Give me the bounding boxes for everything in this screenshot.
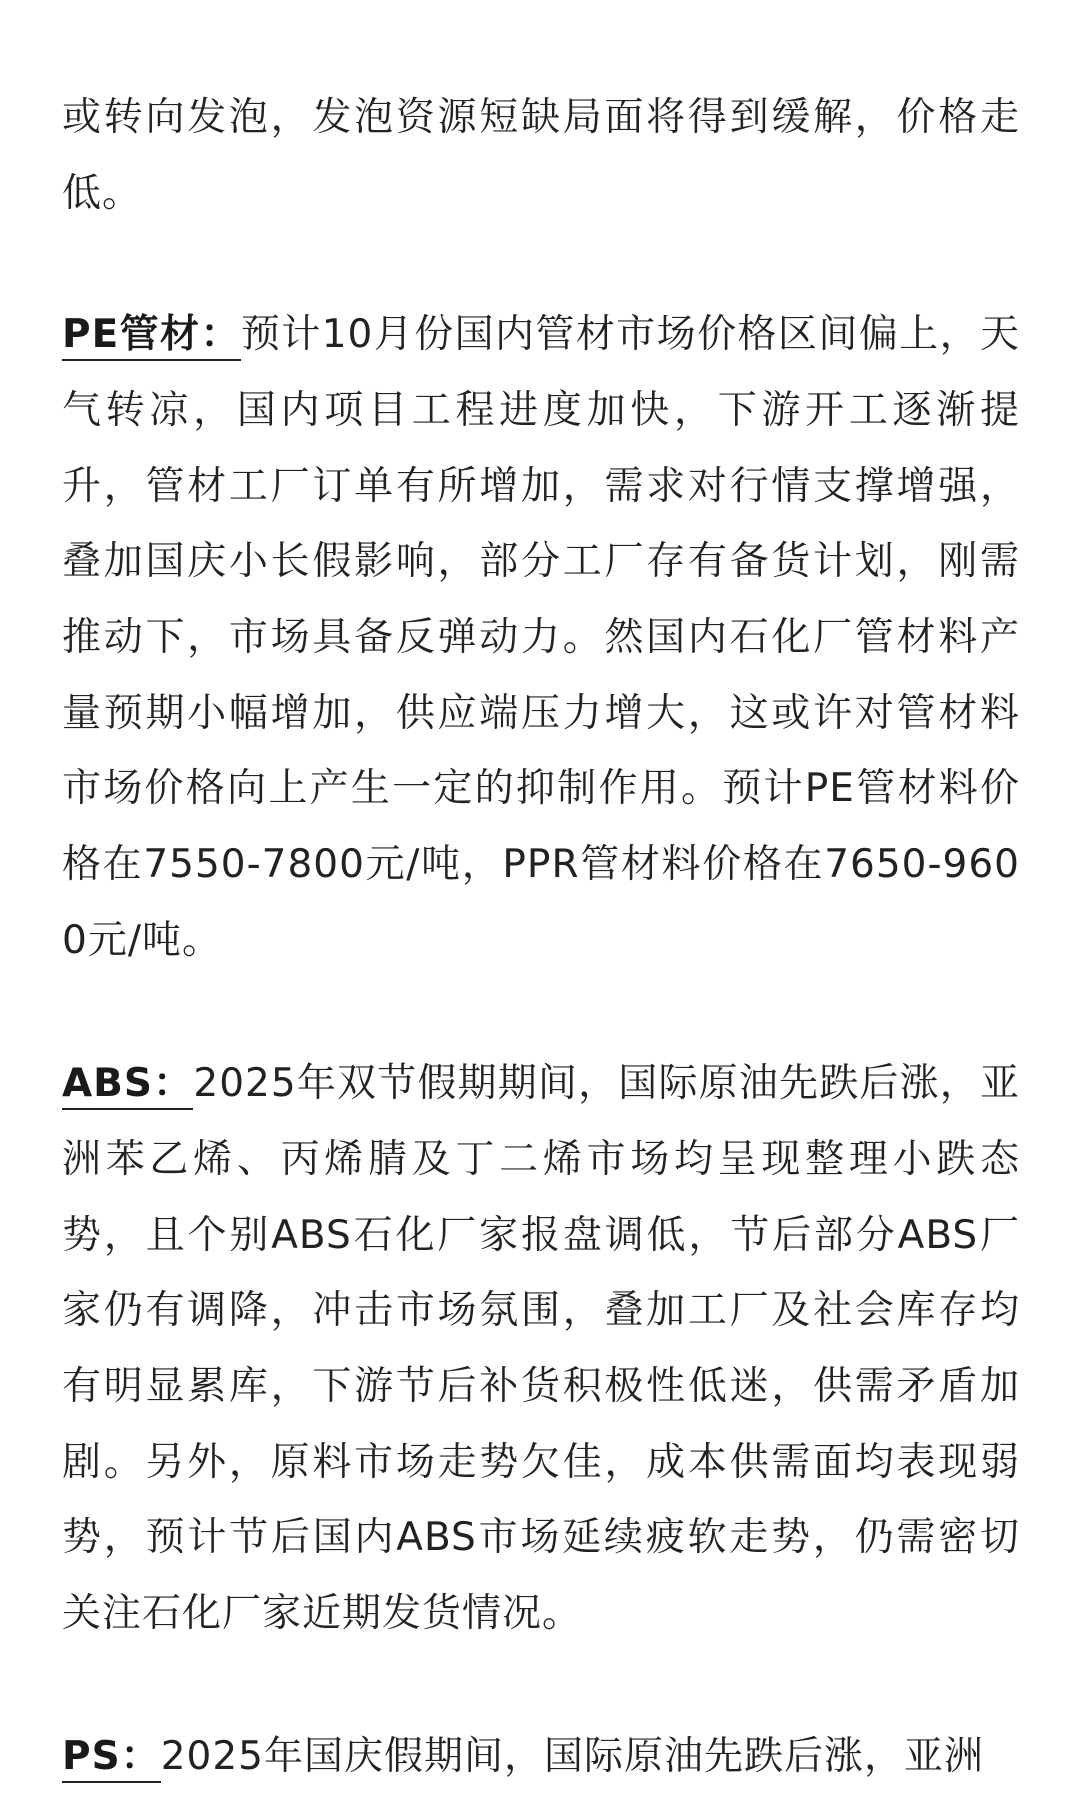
ps-text: 2025年国庆假期间，国际原油先跌后涨，亚洲 (160, 1734, 984, 1780)
pe-pipe-paragraph (62, 297, 1020, 978)
ps-heading: PS： (62, 1734, 161, 1783)
ps-paragraph (62, 1719, 1020, 1795)
intro-text: 或转向发泡，发泡资源短缺局面将得到缓解，价格走低。 (62, 95, 1020, 216)
abs-heading: ABS： (62, 1061, 193, 1110)
abs-paragraph (62, 1046, 1020, 1651)
abs-text: 2025年双节假期期间，国际原油先跌后涨，亚洲苯乙烯、丙烯腈及丁二烯市场均呈现整理小跌态势，且个别ABS石化厂家报盘调低，节后部分ABS厂家仍有调降，冲击市场氛围，叠加工厂及社会库存均有明显累库，下游节后补货积极性低迷，供需矛盾加剧。另外，原料市场走势欠佳，成本供需面均表现弱势，预计节后国内ABS市场延续疲软走势，仍需密切关注石化厂家近期发货情况。 (62, 1061, 1020, 1636)
pe-pipe-heading: PE管材： (62, 312, 241, 361)
article-body (62, 80, 1020, 1795)
pe-pipe-text: 预计10月份国内管材市场价格区间偏上，天气转凉，国内项目工程进度加快，下游开工逐渐提升，管材工厂订单有所增加，需求对行情支撑增强，叠加国庆小长假影响，部分工厂存有备货计划，刚需推动下，市场具备反弹动力。然国内石化厂管材料产量预期小幅增加，供应端压力增大，这或许对管材料市场价格向上产生一定的抑制作用。预计PE管材料价格在7550-7800元/吨，PPR管材料价格在7650-9600元/吨。 (62, 312, 1020, 963)
intro-paragraph (62, 80, 1020, 231)
